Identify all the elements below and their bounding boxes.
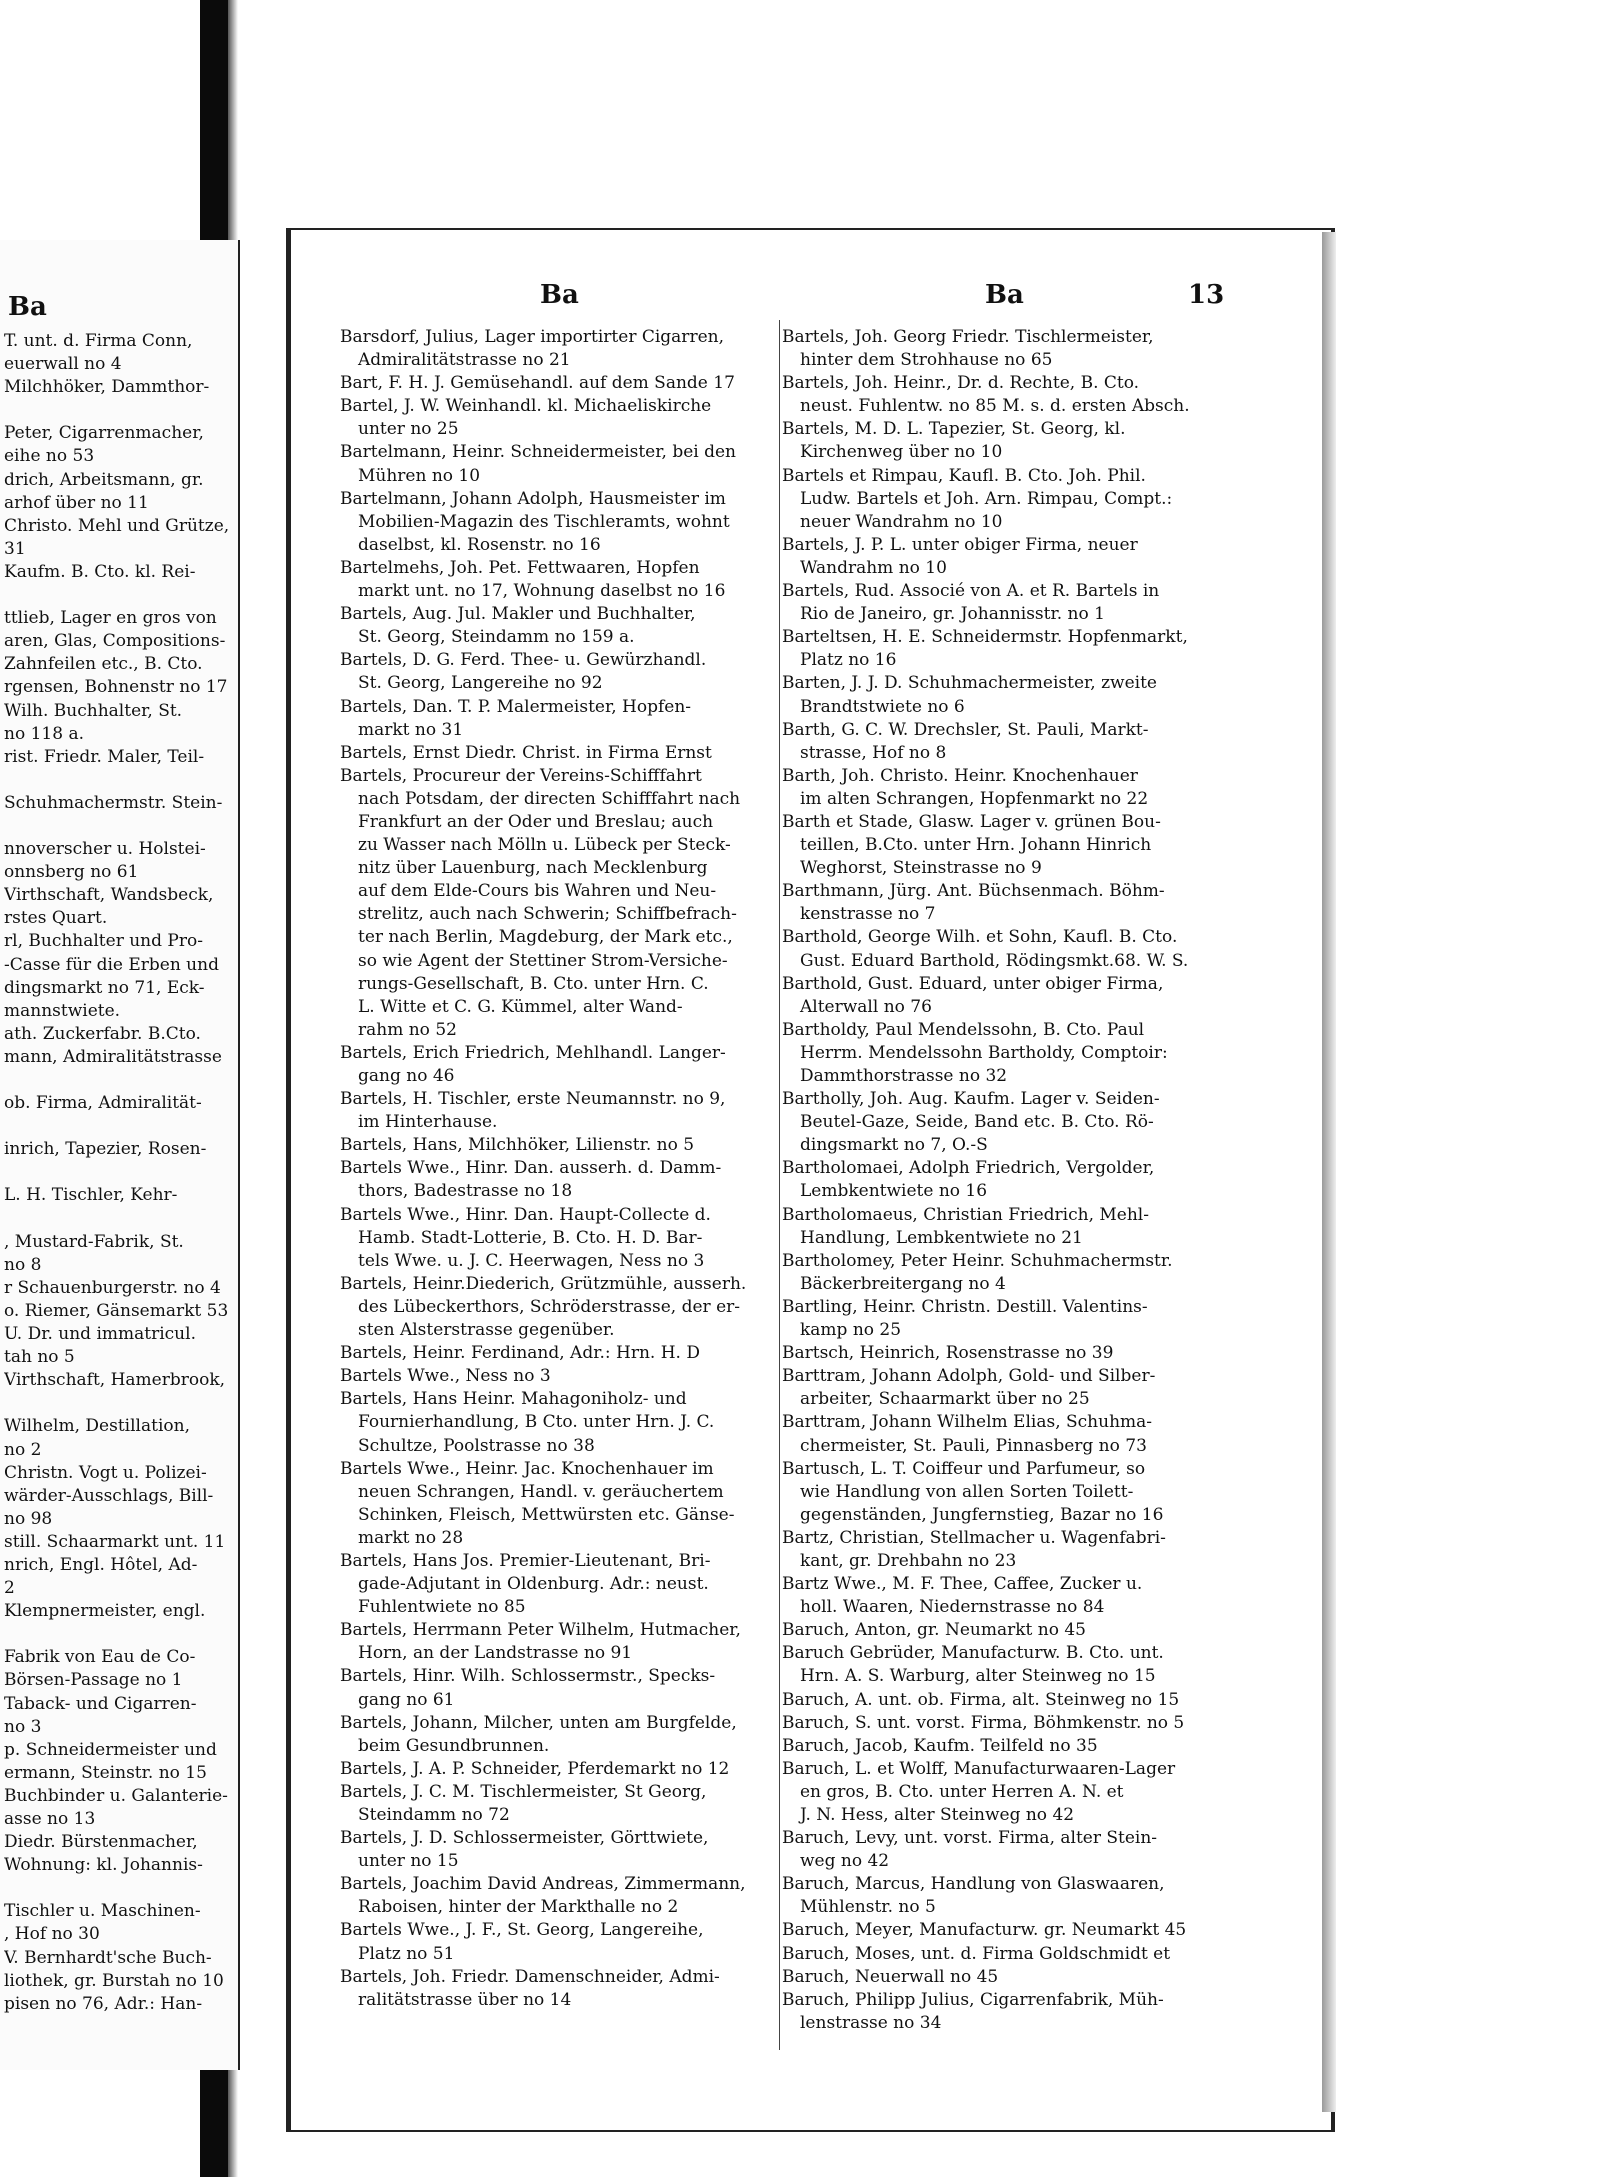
directory-line: Schuhmachermstr. Stein- (4, 792, 223, 813)
directory-line: Bartels, Aug. Jul. Makler und Buchhalter, (340, 604, 696, 625)
directory-line: inrich, Tapezier, Rosen- (4, 1139, 207, 1160)
left-page-header: Ba (8, 292, 47, 322)
left-page-column (4, 330, 236, 2016)
directory-line: gade-Adjutant in Oldenburg. Adr.: neust. (358, 1574, 709, 1595)
directory-line: J. N. Hess, alter Steinweg no 42 (800, 1805, 1075, 1825)
directory-line: Fabrik von Eau de Co- (4, 1647, 196, 1668)
directory-line: ter nach Berlin, Magdeburg, der Mark etc., (358, 927, 733, 948)
directory-line: Bartels Wwe., J. F., St. Georg, Langereihe, (340, 1920, 704, 1941)
directory-line: Baruch, Marcus, Handlung von Glaswaaren, (782, 1874, 1165, 1895)
directory-line: L. Witte et C. G. Kümmel, alter Wand- (358, 996, 683, 1017)
directory-line: Bartholomaei, Adolph Friedrich, Vergolder, (782, 1158, 1155, 1179)
directory-column-a (340, 326, 776, 2012)
directory-line: drich, Arbeitsmann, gr. (4, 469, 204, 490)
directory-line: , Mustard-Fabrik, St. (4, 1231, 184, 1252)
directory-line: St. Georg, Steindamm no 159 a. (358, 627, 635, 648)
directory-line: Mobilien-Magazin des Tischleramts, wohnt (358, 511, 730, 532)
directory-line: Hamb. Stadt-Lotterie, B. Cto. H. D. Bar- (358, 1227, 703, 1248)
directory-line (4, 584, 236, 607)
directory-line: pisen no 76, Adr.: Han- (4, 1993, 203, 2014)
directory-line: Gust. Eduard Barthold, Rödingsmkt.68. W. S. (800, 950, 1189, 971)
directory-line: Barth, Joh. Christo. Heinr. Knochenhauer (782, 765, 1138, 786)
directory-line: des Lübeckerthors, Schröderstrasse, der er- (358, 1296, 741, 1317)
directory-line: mannstwiete. (4, 1000, 121, 1021)
directory-line: kenstrasse no 7 (800, 904, 936, 925)
directory-line: Beutel-Gaze, Seide, Band etc. B. Cto. Rö- (800, 1112, 1154, 1133)
directory-line: ob. Firma, Admiralität- (4, 1093, 202, 1114)
directory-line: no 98 (4, 1508, 53, 1529)
directory-line: Baruch, Moses, unt. d. Firma Goldschmidt et (782, 1943, 1171, 1964)
directory-line: Schultze, Poolstrasse no 38 (358, 1435, 595, 1456)
directory-line: Dammthorstrasse no 32 (800, 1066, 1008, 1086)
directory-line: Bartsch, Heinrich, Rosenstrasse no 39 (782, 1343, 1114, 1364)
directory-line: Wilhelm, Destillation, (4, 1416, 190, 1437)
directory-line: Bartz, Christian, Stellmacher u. Wagenfabri- (782, 1527, 1166, 1548)
directory-line: Buchbinder u. Galanterie- (4, 1785, 228, 1806)
directory-line: lenstrasse no 34 (800, 2012, 942, 2033)
directory-line: Baruch, Anton, gr. Neumarkt no 45 (782, 1620, 1086, 1641)
page-edge-shadow (1322, 232, 1336, 2112)
directory-line: Alterwall no 76 (800, 996, 932, 1017)
directory-line: rahm no 52 (358, 1019, 457, 1040)
right-page-header-right: Ba (985, 280, 1024, 310)
right-page-header-left: Ba (540, 280, 579, 310)
directory-line: unter no 15 (358, 1851, 459, 1872)
directory-line: Bartels Wwe., Hinr. Dan. Haupt-Collecte d. (340, 1204, 711, 1225)
directory-line: Barthold, Gust. Eduard, unter obiger Firma, (782, 973, 1164, 994)
directory-line: Bartel, J. W. Weinhandl. kl. Michaeliskirche (340, 396, 712, 417)
directory-line: Bartelmehs, Joh. Pet. Fettwaaren, Hopfen (340, 557, 700, 578)
directory-line: Horn, an der Landstrasse no 91 (358, 1643, 633, 1664)
directory-line: Bartels, Erich Friedrich, Mehlhandl. Langer- (340, 1042, 726, 1063)
directory-line: Bartels, Joh. Heinr., Dr. d. Rechte, B. Cto. (782, 373, 1140, 394)
directory-line: no 3 (4, 1716, 42, 1737)
directory-line: still. Schaarmarkt unt. 11 (4, 1531, 226, 1552)
directory-line (4, 1208, 236, 1231)
directory-line: Wohnung: kl. Johannis- (4, 1855, 203, 1876)
directory-line: Fournierhandlung, B Cto. unter Hrn. J. C. (358, 1412, 715, 1433)
directory-line: neuer Wandrahm no 10 (800, 511, 1003, 532)
directory-line: unter no 25 (358, 419, 459, 440)
directory-line: Taback- und Cigarren- (4, 1693, 197, 1714)
directory-line (4, 1877, 236, 1900)
directory-line: arbeiter, Schaarmarkt über no 25 (800, 1389, 1090, 1410)
directory-line: im Hinterhause. (358, 1112, 498, 1133)
directory-line: rgensen, Bohnenstr no 17 (4, 677, 228, 698)
directory-line (4, 1115, 236, 1138)
directory-line: Bartelmann, Johann Adolph, Hausmeister im (340, 488, 726, 509)
directory-line: rist. Friedr. Maler, Teil- (4, 746, 205, 767)
directory-line: Bartels, J. A. P. Schneider, Pferdemarkt no 12 (340, 1758, 730, 1779)
directory-line: ttlieb, Lager en gros von (4, 608, 217, 629)
directory-line: Bart, F. H. J. Gemüsehandl. auf dem Sande 17 (340, 373, 735, 394)
directory-line: Admiralitätstrasse no 21 (358, 350, 571, 371)
directory-line: strelitz, auch nach Schwerin; Schiffbefrach- (358, 904, 737, 925)
directory-line: Barth, G. C. W. Drechsler, St. Pauli, Markt- (782, 719, 1149, 740)
directory-line: tels Wwe. u. J. C. Heerwagen, Ness no 3 (358, 1250, 705, 1271)
directory-line: Bartels, Joachim David Andreas, Zimmermann, (340, 1874, 746, 1895)
directory-line: markt no 28 (358, 1527, 464, 1548)
directory-line: tah no 5 (4, 1347, 75, 1368)
directory-line: Schinken, Fleisch, Mettwürsten etc. Gänse- (358, 1504, 735, 1525)
directory-line: Bartelmann, Heinr. Schneidermeister, bei den (340, 442, 736, 463)
directory-line: wie Handlung von allen Sorten Toilett- (800, 1481, 1134, 1502)
directory-line: Bartels, H. Tischler, erste Neumannstr. no 9, (340, 1089, 726, 1110)
directory-line: Baruch, L. et Wolff, Manufacturwaaren-Lager (782, 1758, 1176, 1779)
directory-line: Bartels, Johann, Milcher, unten am Burgfelde, (340, 1712, 737, 1733)
directory-line: Bartels, Hinr. Wilh. Schlossermstr., Specks- (340, 1666, 716, 1687)
directory-line: kamp no 25 (800, 1320, 902, 1341)
directory-line: mann, Admiralitätstrasse (4, 1046, 222, 1067)
directory-line: Baruch, Meyer, Manufacturw. gr. Neumarkt 45 (782, 1920, 1187, 1941)
directory-line: Bartels, Procureur der Vereins-Schifffahrt (340, 765, 702, 786)
directory-line: aren, Glas, Compositions- (4, 631, 226, 652)
directory-line: nnoverscher u. Holstei- (4, 839, 206, 860)
directory-line: neust. Fuhlentw. no 85 M. s. d. ersten Absch. (800, 396, 1190, 417)
directory-line: Baruch, Jacob, Kaufm. Teilfeld no 35 (782, 1735, 1098, 1756)
directory-line: Bartholomey, Peter Heinr. Schuhmachermstr. (782, 1250, 1173, 1271)
directory-line: gang no 46 (358, 1066, 455, 1086)
directory-line: Bartels, Hans Jos. Premier-Lieutenant, Bri- (340, 1550, 711, 1571)
directory-line: holl. Waaren, Niedernstrasse no 84 (800, 1597, 1105, 1618)
directory-line: Bartels, Ernst Diedr. Christ. in Firma Ernst (340, 742, 712, 763)
directory-line (4, 399, 236, 422)
directory-line: Bartels, J. D. Schlossermeister, Görttwiete, (340, 1828, 709, 1849)
directory-line: rstes Quart. (4, 908, 108, 929)
directory-line: Klempnermeister, engl. (4, 1601, 206, 1622)
directory-line: Bartz Wwe., M. F. Thee, Caffee, Zucker u. (782, 1574, 1143, 1595)
directory-line: Bartels, Rud. Associé von A. et R. Bartels in (782, 581, 1160, 602)
directory-line: rungs-Gesellschaft, B. Cto. unter Hrn. C. (358, 973, 709, 994)
directory-line: Bartholly, Joh. Aug. Kaufm. Lager v. Seiden- (782, 1089, 1160, 1110)
directory-line: dingsmarkt no 7, O.-S (800, 1135, 988, 1156)
directory-line: hinter dem Strohhause no 65 (800, 350, 1053, 371)
directory-line: V. Bernhardt'sche Buch- (4, 1947, 212, 1968)
directory-line: Frankfurt an der Oder und Breslau; auch (358, 811, 714, 832)
directory-line: Bartholomaeus, Christian Friedrich, Mehl- (782, 1204, 1149, 1225)
directory-line: Ludw. Bartels et Joh. Arn. Rimpau, Compt.: (800, 488, 1173, 509)
directory-line: Barsdorf, Julius, Lager importirter Cigarren, (340, 327, 724, 347)
directory-line: daselbst, kl. Rosenstr. no 16 (358, 534, 601, 555)
directory-line: Bartels, J. C. M. Tischlermeister, St Georg, (340, 1781, 707, 1802)
directory-line: strasse, Hof no 8 (800, 742, 947, 763)
directory-line: U. Dr. und immatricul. (4, 1324, 196, 1345)
directory-line: teillen, B.Cto. unter Hrn. Johann Hinrich (800, 835, 1152, 856)
directory-line: r Schauenburgerstr. no 4 (4, 1277, 221, 1298)
directory-line: Brandtstwiete no 6 (800, 696, 965, 717)
directory-line: nach Potsdam, der directen Schifffahrt nach (358, 788, 741, 809)
directory-line: kant, gr. Drehbahn no 23 (800, 1550, 1017, 1571)
directory-line: Peter, Cigarrenmacher, (4, 423, 204, 444)
directory-line: en gros, B. Cto. unter Herren A. N. et (800, 1781, 1124, 1802)
directory-line: Kirchenweg über no 10 (800, 442, 1003, 463)
directory-line: Mühlenstr. no 5 (800, 1897, 936, 1918)
directory-line: Bartels, J. P. L. unter obiger Firma, neuer (782, 534, 1138, 555)
directory-line: Fuhlentwiete no 85 (358, 1597, 526, 1618)
directory-line: no 118 a. (4, 723, 84, 744)
directory-line: neuen Schrangen, Handl. v. geräuchertem (358, 1481, 724, 1502)
directory-line: Bartels, Herrmann Peter Wilhelm, Hutmacher, (340, 1620, 741, 1641)
directory-line: eihe no 53 (4, 446, 95, 467)
directory-line: Bartels Wwe., Heinr. Jac. Knochenhauer im (340, 1458, 714, 1479)
directory-line: Bartels, Heinr. Ferdinand, Adr.: Hrn. H. D (340, 1343, 700, 1364)
directory-line: Barthold, George Wilh. et Sohn, Kaufl. B. Cto. (782, 927, 1178, 948)
directory-line: thors, Badestrasse no 18 (358, 1181, 573, 1202)
directory-line: Diedr. Bürstenmacher, (4, 1832, 198, 1853)
directory-line: 31 (4, 538, 26, 559)
directory-line: Bartels, Heinr.Diederich, Grützmühle, ausserh. (340, 1273, 747, 1294)
directory-line: Steindamm no 72 (358, 1805, 510, 1825)
directory-line: Rio de Janeiro, gr. Johannisstr. no 1 (800, 604, 1105, 625)
directory-line: T. unt. d. Firma Conn, (4, 331, 193, 351)
directory-line (4, 815, 236, 838)
directory-line: nrich, Engl. Hôtel, Ad- (4, 1554, 198, 1575)
directory-line: euerwall no 4 (4, 354, 122, 375)
directory-line: Baruch Gebrüder, Manufacturw. B. Cto. unt. (782, 1643, 1164, 1664)
directory-line (4, 1392, 236, 1415)
directory-line: Barthmann, Jürg. Ant. Büchsenmach. Böhm- (782, 881, 1165, 902)
directory-line (4, 1623, 236, 1646)
directory-line: gang no 61 (358, 1689, 455, 1710)
directory-line: onnsberg no 61 (4, 862, 139, 883)
column-divider (779, 320, 780, 2050)
directory-line: weg no 42 (800, 1851, 890, 1872)
directory-line: Bartling, Heinr. Christn. Destill. Valentins- (782, 1296, 1148, 1317)
directory-line: ralitätstrasse über no 14 (358, 1989, 572, 2010)
directory-line: Platz no 51 (358, 1943, 455, 1964)
directory-line: p. Schneidermeister und (4, 1739, 217, 1760)
directory-line: ermann, Steinstr. no 15 (4, 1762, 207, 1783)
directory-line: zu Wasser nach Mölln u. Lübeck per Steck- (358, 835, 731, 856)
directory-line: Bartels, Joh. Georg Friedr. Tischlermeister, (782, 327, 1154, 347)
directory-line: Kaufm. B. Cto. kl. Rei- (4, 561, 196, 582)
directory-line: Handlung, Lembkentwiete no 21 (800, 1227, 1083, 1248)
directory-line: Bartels, Hans Heinr. Mahagoniholz- und (340, 1389, 687, 1410)
directory-line: ath. Zuckerfabr. B.Cto. (4, 1023, 201, 1044)
page-number: 13 (1188, 280, 1225, 310)
directory-line: Bartels et Rimpau, Kaufl. B. Cto. Joh. Phil. (782, 465, 1146, 486)
directory-line: Bartels Wwe., Ness no 3 (340, 1366, 551, 1387)
directory-line: Herrm. Mendelssohn Bartholdy, Comptoir: (800, 1042, 1168, 1063)
directory-line: Bartusch, L. T. Coiffeur und Parfumeur, so (782, 1458, 1146, 1479)
directory-line: Raboisen, hinter der Markthalle no 2 (358, 1897, 679, 1918)
directory-line: Baruch, Philipp Julius, Cigarrenfabrik, Müh- (782, 1989, 1164, 2010)
directory-line: Barttram, Johann Wilhelm Elias, Schuhma- (782, 1412, 1153, 1433)
directory-line: Bartholdy, Paul Mendelssohn, B. Cto. Paul (782, 1019, 1145, 1040)
directory-line: L. H. Tischler, Kehr- (4, 1185, 178, 1206)
directory-line: Bartels, Joh. Friedr. Damenschneider, Admi- (340, 1966, 720, 1987)
directory-line: liothek, gr. Burstah no 10 (4, 1970, 224, 1991)
directory-line: Bartels Wwe., Hinr. Dan. ausserh. d. Damm- (340, 1158, 722, 1179)
directory-line: Christn. Vogt u. Polizei- (4, 1462, 207, 1483)
directory-line: beim Gesundbrunnen. (358, 1735, 550, 1756)
directory-line: chermeister, St. Pauli, Pinnasberg no 73 (800, 1435, 1147, 1456)
directory-line: auf dem Elde-Cours bis Wahren und Neu- (358, 881, 717, 902)
directory-column-b (782, 326, 1222, 2035)
directory-line (4, 1069, 236, 1092)
directory-line: Platz no 16 (800, 650, 897, 671)
directory-line: Bartels, Hans, Milchhöker, Lilienstr. no 5 (340, 1135, 695, 1156)
directory-line: Virthschaft, Wandsbeck, (4, 885, 214, 906)
directory-line: Barth et Stade, Glasw. Lager v. grünen Bou- (782, 811, 1161, 832)
directory-line (4, 1161, 236, 1184)
directory-line: Lembkentwiete no 16 (800, 1181, 988, 1202)
directory-line: Wandrahm no 10 (800, 557, 947, 578)
directory-line: Barttram, Johann Adolph, Gold- und Silber- (782, 1366, 1156, 1387)
directory-line: Baruch, S. unt. vorst. Firma, Böhmkenstr. no 5 (782, 1712, 1185, 1733)
directory-line: Barteltsen, H. E. Schneidermstr. Hopfenmarkt, (782, 627, 1188, 648)
directory-line: Bäckerbreitergang no 4 (800, 1273, 1006, 1294)
directory-line: Virthschaft, Hamerbrook, (4, 1370, 226, 1391)
directory-line: Tischler u. Maschinen- (4, 1901, 201, 1922)
directory-line: Hrn. A. S. Warburg, alter Steinweg no 15 (800, 1666, 1156, 1687)
directory-line: im alten Schrangen, Hopfenmarkt no 22 (800, 788, 1149, 809)
directory-line: arhof über no 11 (4, 492, 149, 513)
directory-line: -Casse für die Erben und (4, 954, 219, 975)
directory-line: Bartels, Dan. T. P. Malermeister, Hopfen- (340, 696, 692, 717)
directory-line: sten Alsterstrasse gegenüber. (358, 1320, 615, 1341)
directory-line: nitz über Lauenburg, nach Mecklenburg (358, 858, 708, 879)
directory-line: St. Georg, Langereihe no 92 (358, 673, 603, 694)
directory-line: no 8 (4, 1254, 42, 1275)
directory-line: Milchhöker, Dammthor- (4, 377, 210, 398)
directory-line: asse no 13 (4, 1809, 96, 1829)
directory-line: Mühren no 10 (358, 465, 481, 486)
directory-line: Bartels, M. D. L. Tapezier, St. Georg, kl. (782, 419, 1126, 440)
directory-line: wärder-Ausschlags, Bill- (4, 1485, 214, 1506)
directory-line: Wilh. Buchhalter, St. (4, 700, 183, 721)
directory-line: 2 (4, 1578, 15, 1599)
directory-line: gegenständen, Jungfernstieg, Bazar no 16 (800, 1504, 1164, 1525)
directory-line: Baruch, Levy, unt. vorst. Firma, alter Stein- (782, 1828, 1158, 1849)
directory-line: so wie Agent der Stettiner Strom-Versiche- (358, 950, 728, 971)
directory-line: markt unt. no 17, Wohnung daselbst no 16 (358, 581, 726, 602)
directory-line: Weghorst, Steinstrasse no 9 (800, 858, 1042, 879)
directory-line: rl, Buchhalter und Pro- (4, 931, 203, 952)
directory-line: o. Riemer, Gänsemarkt 53 (4, 1300, 229, 1321)
directory-line: Zahnfeilen etc., B. Cto. (4, 654, 203, 675)
directory-line: , Hof no 30 (4, 1924, 100, 1945)
directory-line: Bartels, D. G. Ferd. Thee- u. Gewürzhandl. (340, 650, 707, 671)
directory-line: no 2 (4, 1439, 42, 1460)
directory-line: Barten, J. J. D. Schuhmachermeister, zweite (782, 673, 1157, 694)
directory-line: Baruch, A. unt. ob. Firma, alt. Steinweg no 15 (782, 1689, 1180, 1710)
directory-line: markt no 31 (358, 719, 464, 740)
directory-line (4, 769, 236, 792)
directory-line: dingsmarkt no 71, Eck- (4, 977, 205, 998)
directory-line: Börsen-Passage no 1 (4, 1670, 183, 1691)
directory-line: Christo. Mehl und Grütze, (4, 515, 230, 536)
directory-line: Baruch, Neuerwall no 45 (782, 1966, 999, 1987)
